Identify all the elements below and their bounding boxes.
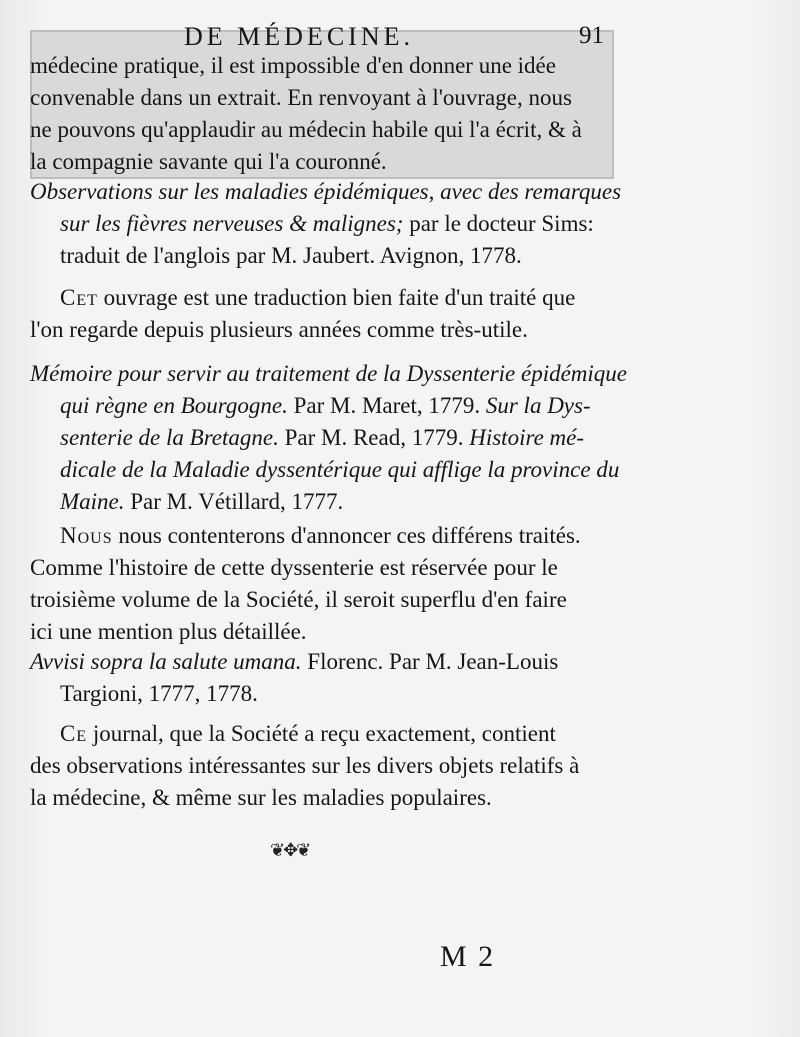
entry-targioni [30,646,558,710]
review-line: la médecine, & même sur les maladies populaires. [30,785,492,810]
signature-mark: M 2 [440,940,496,973]
lead-word: Cet [60,285,98,310]
review-line: Comme l'histoire de cette dyssenterie est réservée pour le [30,555,558,580]
review-dyssenterie [30,520,581,648]
entry-title-cont: dicale de la Maladie dyssentérique qui afflige la province du [60,457,620,482]
text-line: médecine pratique, il est impossible d'en donner une idée [30,53,556,78]
lead-word: Ce [60,721,88,746]
review-line: Nous nous contenterons d'annoncer ces différens traités. [60,523,581,548]
page-number: 91 [579,22,604,49]
text-line: la compagnie savante qui l'a couronné. [30,149,387,174]
review-line: Ce journal, que la Société a reçu exactement, contient [60,721,556,746]
review-targioni [30,718,579,814]
entry-title: Observations sur les maladies épidémiques, avec des remarques [30,179,622,204]
entry-dyssenterie [30,358,627,518]
running-title: DE MÉDECINE. [184,22,414,51]
entry-title-cont [30,208,621,240]
review-line: des observations intéressantes sur les divers objets relatifs à [30,753,580,778]
entry-title: Avvisi sopra la salute umana. Florenc. Par M. Jean-Louis [30,649,559,674]
entry-imprint: traduit de l'anglois par M. Jaubert. Avignon, 1778. [60,243,522,268]
review-line: l'on regarde depuis plusieurs années comme très-utile. [30,317,528,342]
entry-title-cont: senterie de la Bretagne. Par M. Read, 1779. Histoire mé- [60,425,584,450]
entry-sims [30,176,621,272]
review-line: ici une mention plus détaillée. [30,619,307,644]
intro-paragraph [30,50,582,178]
entry-title-cont: Targioni, 1777, 1778. [60,681,258,706]
entry-title-cont: Maine. Par M. Vétillard, 1777. [60,489,344,514]
entry-title-cont: qui règne en Bourgogne. Par M. Maret, 1779. Sur la Dys- [60,393,591,418]
running-header [34,22,604,52]
entry-title-italic: sur les fièvres nerveuses & malignes; [60,211,404,236]
review-line: troisième volume de la Société, il seroit superflu d'en faire [30,587,567,612]
review-line: Cet ouvrage est une traduction bien faite d'un traité que [60,285,576,310]
review-sims [30,282,575,346]
printer-ornament-icon: ❦✥❦ [270,840,310,860]
entry-title: Mémoire pour servir au traitement de la Dyssenterie épidémique [30,361,628,386]
text-line: ne pouvons qu'applaudir au médecin habile qui l'a écrit, & à [30,117,582,142]
entry-author: par le docteur Sims: [403,211,594,236]
lead-word: Nous [60,523,113,548]
text-line: convenable dans un extrait. En renvoyant à l'ouvrage, nous [30,85,572,110]
